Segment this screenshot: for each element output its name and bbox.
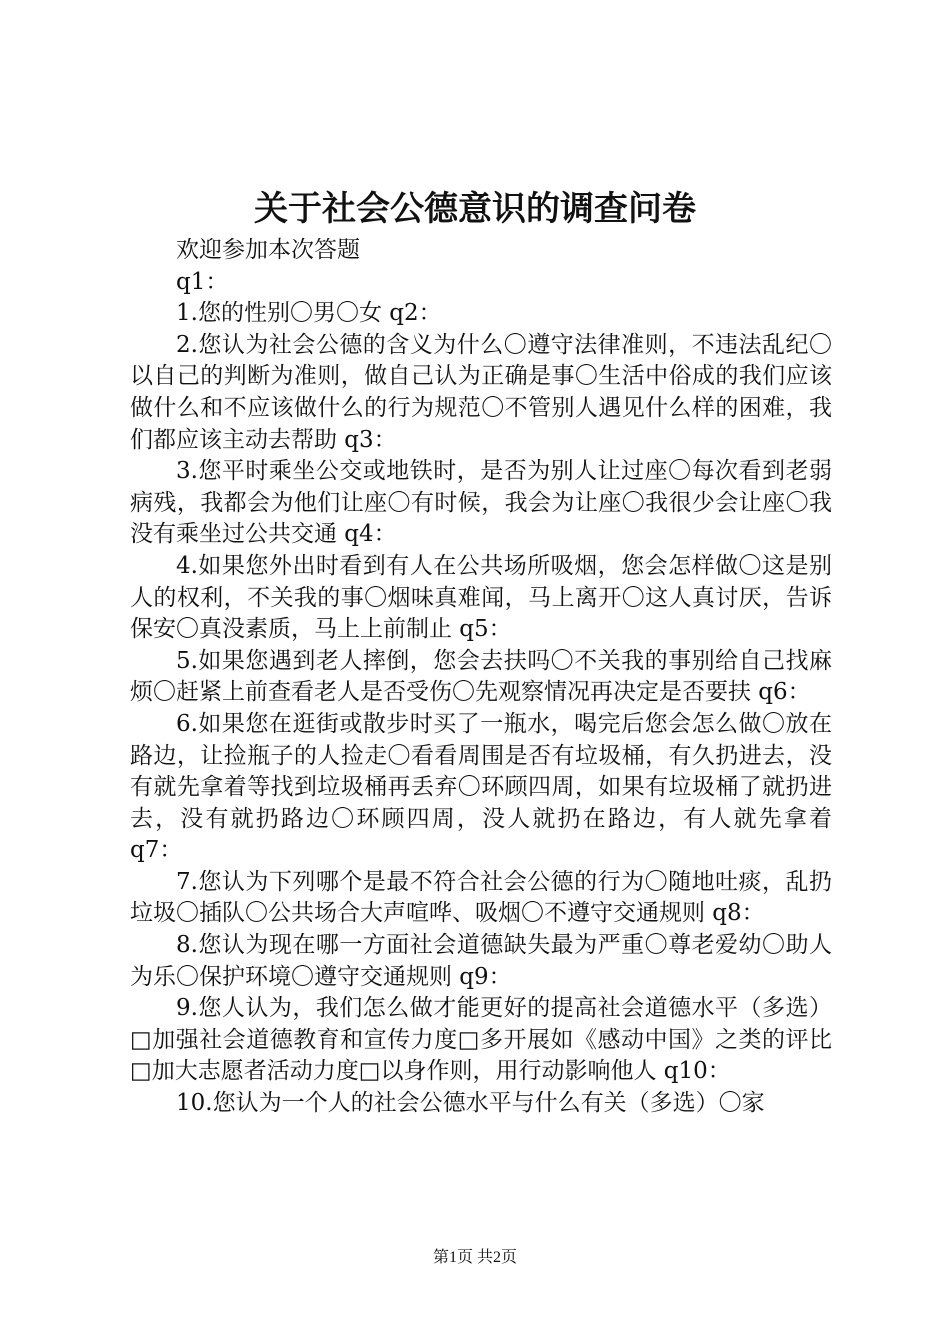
question-paragraph: 8.您认为现在哪一方面社会道德缺失最为严重〇尊老爱幼〇助人为乐〇保护环境〇遵守交通规则 q9： (130, 932, 832, 990)
question-paragraph: 9.您人认为，我们怎么做才能更好的提高社会道德水平（多选）□加强社会道德教育和宣传力度□多开展如《感动中国》之类的评比□加大志愿者活动力度□以身作则，用行动影响他人 q10： (130, 995, 832, 1085)
question-paragraph: 3.您平时乘坐公交或地铁时，是否为别人让过座〇每次看到老弱病残，我都会为他们让座〇有时候，我会为让座〇我很少会让座〇我没有乘坐过公共交通 q4： (130, 458, 832, 548)
document-title: 关于社会公德意识的调查问卷 (254, 189, 696, 229)
question-paragraph: 7.您认为下列哪个是最不符合社会公德的行为〇随地吐痰，乱扔垃圾〇插队〇公共场合大声喧哗、吸烟〇不遵守交通规则 q8： (130, 868, 832, 927)
question-paragraph: 4.如果您外出时看到有人在公共场所吸烟，您会怎样做〇这是别人的权利，不关我的事〇烟味真难闻，马上离开〇这人真讨厌，告诉保安〇真没素质，马上上前制止 q5： (130, 552, 832, 643)
question-marker: q1： (176, 268, 229, 295)
question-paragraph: 6.如果您在逛街或散步时买了一瓶水，喝完后您会怎么做〇放在路边，让捡瓶子的人捡走〇看看周围是否有垃圾桶，有久扔进去，没有就先拿着等找到垃圾桶再丢弃〇环顾四周，如果有垃圾桶了就扔进去，没有就扔路边〇环顾四周，没人就扔在路边，有人就先拿着 q7： (130, 710, 832, 864)
question-paragraph: 10.您认为一个人的社会公德水平与什么有关（多选）〇家 (176, 1090, 765, 1117)
question-paragraph: 5.如果您遇到老人摔倒，您会去扶吗〇不关我的事别给自己找麻烦〇赶紧上前查看老人是否受伤〇先观察情况再决定是否要扶 q6： (130, 647, 832, 706)
page-footer: 第1页 共2页 (432, 1249, 517, 1266)
welcome-text: 欢迎参加本次答题 (176, 237, 360, 263)
document-body (130, 235, 832, 1120)
question-paragraph: 1.您的性别〇男〇女 q2： (176, 300, 442, 327)
question-paragraph: 2.您认为社会公德的含义为什么〇遵守法律准则，不违法乱纪〇以自己的判断为准则，做自己认为正确是事〇生活中俗成的我们应该做什么和不应该做什么的行为规范〇不管别人遇见什么样的困难，我们都应该主动去帮助 q3： (130, 331, 832, 453)
